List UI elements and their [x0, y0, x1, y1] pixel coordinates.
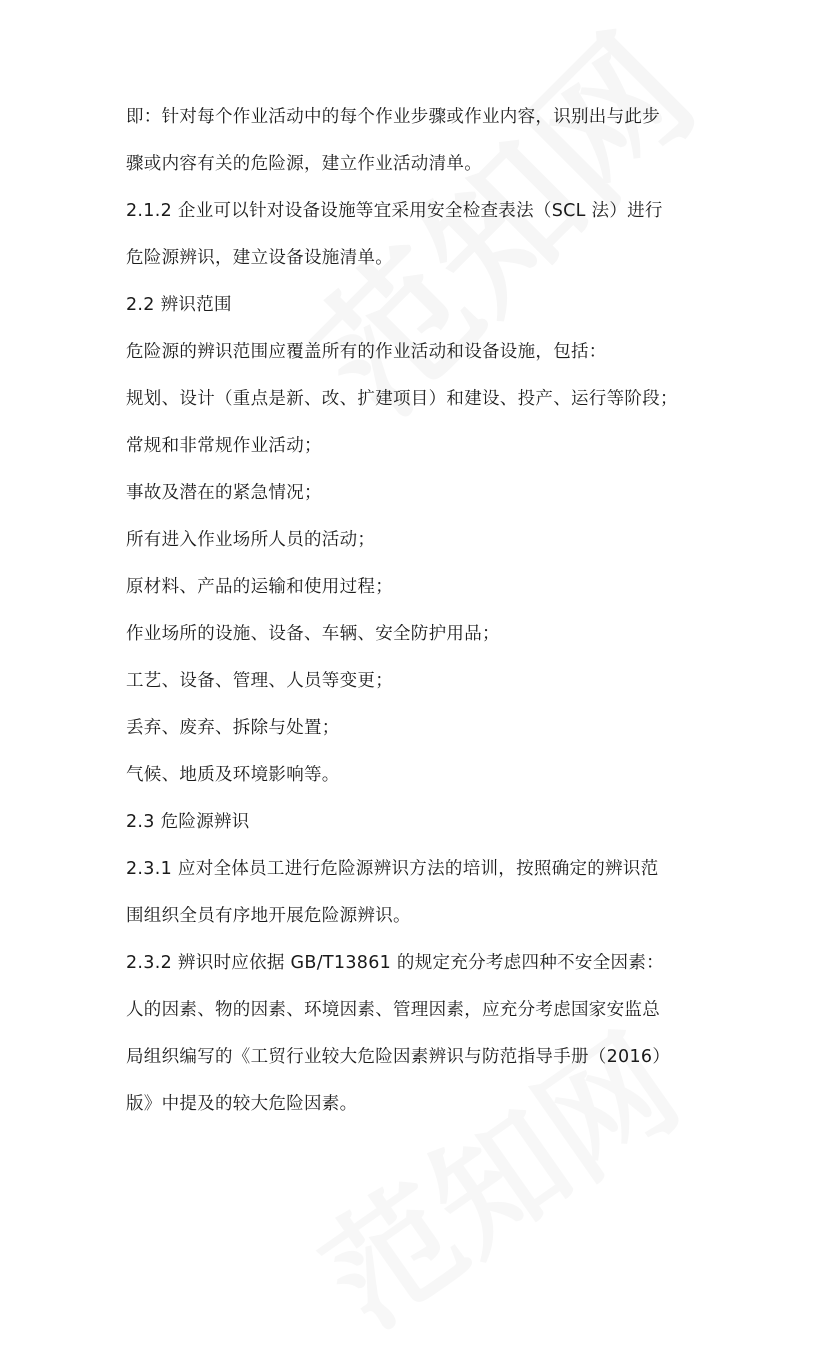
- list-item: 原材料、产品的运输和使用过程；: [126, 577, 393, 597]
- list-item: 工艺、设备、管理、人员等变更；: [126, 671, 393, 691]
- list-item: 常规和非常规作业活动；: [126, 436, 322, 456]
- text-line: 2.3.2 辨识时应依据 GB/T13861 的规定充分考虑四种不安全因素：: [126, 953, 664, 973]
- list-item: 丢弃、废弃、拆除与处置；: [126, 718, 340, 738]
- list-item: 气候、地质及环境影响等。: [126, 765, 340, 785]
- text-line: 2.1.2 企业可以针对设备设施等宜采用安全检查表法（SCL 法）进行: [126, 201, 663, 221]
- text-line: 即：针对每个作业活动中的每个作业步骤或作业内容，识别出与此步: [126, 107, 660, 127]
- text-line: 局组织编写的《工贸行业较大危险因素辨识与防范指导手册（2016）: [126, 1047, 671, 1067]
- text-line: 骤或内容有关的危险源，建立作业活动清单。: [126, 154, 482, 174]
- text-line: 危险源辨识，建立设备设施清单。: [126, 248, 393, 268]
- list-item: 作业场所的设施、设备、车辆、安全防护用品；: [126, 624, 500, 644]
- list-item: 事故及潜在的紧急情况；: [126, 483, 322, 503]
- section-heading: 2.2 辨识范围: [126, 295, 232, 315]
- list-item: 所有进入作业场所人员的活动；: [126, 530, 376, 550]
- document-body: [126, 102, 726, 1136]
- section-heading: 2.3 危险源辨识: [126, 812, 250, 832]
- text-line: 2.3.1 应对全体员工进行危险源辨识方法的培训，按照确定的辨识范: [126, 859, 659, 879]
- text-line: 围组织全员有序地开展危险源辨识。: [126, 906, 411, 926]
- text-line: 版》中提及的较大危险因素。: [126, 1094, 358, 1114]
- text-line: 人的因素、物的因素、环境因素、管理因素，应充分考虑国家安监总: [126, 1000, 660, 1020]
- text-line: 危险源的辨识范围应覆盖所有的作业活动和设备设施，包括：: [126, 342, 607, 362]
- list-item: 规划、设计（重点是新、改、扩建项目）和建设、投产、运行等阶段；: [126, 389, 678, 409]
